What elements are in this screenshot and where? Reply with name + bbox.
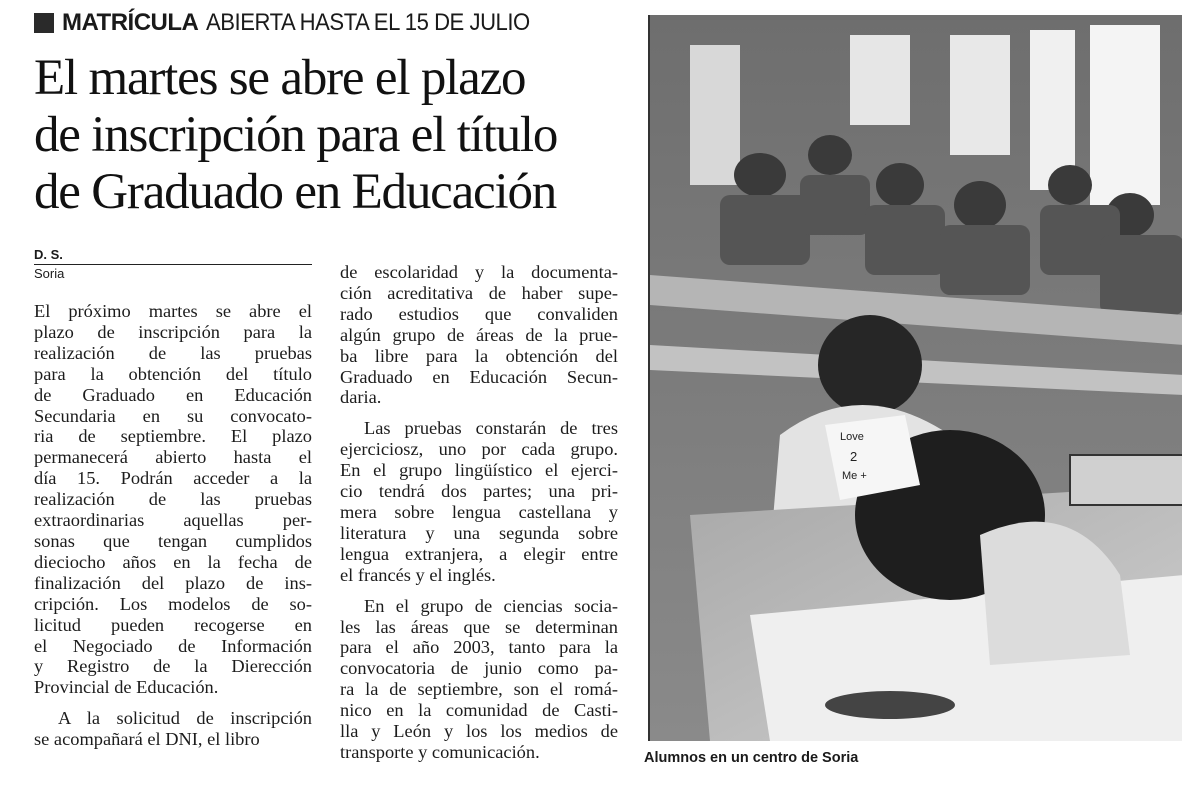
article-line: En el grupo lingüístico el ejerci- — [340, 460, 618, 481]
news-photo — [648, 15, 1182, 741]
article-line: A la solicitud de inscripción — [58, 708, 312, 729]
article-line: y Registro de la Dierección — [34, 656, 312, 677]
sheet-text: Me + — [842, 470, 867, 482]
article-line: Graduado en Educación Secun- — [340, 366, 618, 387]
article-line: nico en la comunidad de Casti- — [340, 700, 618, 721]
article-line: algún grupo de áreas de la prue- — [340, 324, 618, 345]
article-line: literatura y una segunda sobre — [340, 522, 618, 543]
sheet-text: Love — [840, 431, 864, 443]
article-paragraph — [34, 301, 312, 698]
article-line: mera sobre lengua castellana y — [340, 501, 618, 522]
article-line: Las pruebas constarán de tres — [364, 418, 618, 439]
article-line: realización de las pruebas — [34, 342, 312, 363]
article-line: transporte y comunicación. — [340, 741, 540, 762]
kicker-keyword: MATRÍCULA — [62, 9, 199, 36]
kicker — [34, 8, 558, 38]
article-line: plazo de inscripción para la — [34, 321, 312, 342]
article-line: El próximo martes se abre el — [34, 301, 312, 321]
article-line: rado estudios que convaliden — [340, 303, 618, 324]
article-paragraph — [340, 418, 618, 585]
byline-place: Soria — [34, 266, 65, 281]
headline-line: de inscripción para el título — [34, 107, 558, 163]
article-line: lla y León y los los medios de — [340, 721, 618, 742]
photo-caption: Alumnos en un centro de Soria — [644, 750, 859, 766]
article-line: día 15. Podrán acceder a la — [34, 468, 312, 489]
article-line: Secundaria en su convocato- — [34, 405, 312, 426]
article-line: ejerciciosz, uno por cada grupo. — [340, 439, 618, 460]
article-line: el francés y el inglés. — [340, 564, 496, 585]
article-line: de escolaridad y la documenta- — [340, 262, 618, 282]
article-line: ra la de septiembre, son el romá- — [340, 679, 618, 700]
article-paragraph — [340, 262, 618, 408]
article-line: dieciocho años en la fecha de — [34, 551, 312, 572]
article-line: de Graduado en Educación — [34, 384, 312, 405]
article-line: para la obtención del título — [34, 363, 312, 384]
article-line: cripción. Los modelos de so- — [34, 593, 312, 614]
byline-author: D. S. — [34, 247, 63, 262]
article-line: daria. — [340, 387, 382, 408]
headline-line: de Graduado en Educación — [34, 164, 557, 220]
article-line: ria de septiembre. El plazo — [34, 426, 312, 447]
classroom-photo-illustration — [650, 15, 1182, 741]
article-line: les las áreas que se determinan — [340, 616, 618, 637]
article-line: realización de las pruebas — [34, 489, 312, 510]
article-column-1 — [34, 301, 312, 750]
article-line: cio tendrá dos partes; una pri- — [340, 481, 618, 502]
headline — [34, 50, 634, 221]
article-line: extraordinarias aquellas per- — [34, 510, 312, 531]
article-line: lengua extranjera, a elegir entre — [340, 543, 618, 564]
article-line: ba libre para la obtención del — [340, 345, 618, 366]
article-line: sonas que tengan cumplidos — [34, 530, 312, 551]
article-line: convocatoria de junio como pa- — [340, 658, 618, 679]
byline — [34, 247, 312, 282]
article-line: Provincial de Educación. — [34, 677, 219, 698]
headline-line: El martes se abre el plazo — [34, 50, 526, 106]
kicker-text: ABIERTA HASTA EL 15 DE JULIO — [206, 9, 531, 36]
article-line: para el año 2003, tanto para la — [340, 637, 618, 658]
sheet-text: 2 — [850, 449, 858, 464]
article-line: En el grupo de ciencias socia- — [364, 595, 618, 616]
article-line: ción acreditativa de haber supe- — [340, 282, 618, 303]
article-paragraph — [34, 708, 312, 750]
article-line: permanecerá abierto hasta el — [34, 447, 312, 468]
article-line: se acompañará el DNI, el libro — [34, 729, 260, 750]
article-paragraph — [340, 596, 618, 763]
article-line: el Negociado de Información — [34, 635, 312, 656]
article-line: licitud pueden recogerse en — [34, 614, 312, 635]
article-line: finalización del plazo de ins- — [34, 572, 312, 593]
article-column-2 — [340, 262, 618, 763]
kicker-square-icon — [34, 13, 54, 33]
